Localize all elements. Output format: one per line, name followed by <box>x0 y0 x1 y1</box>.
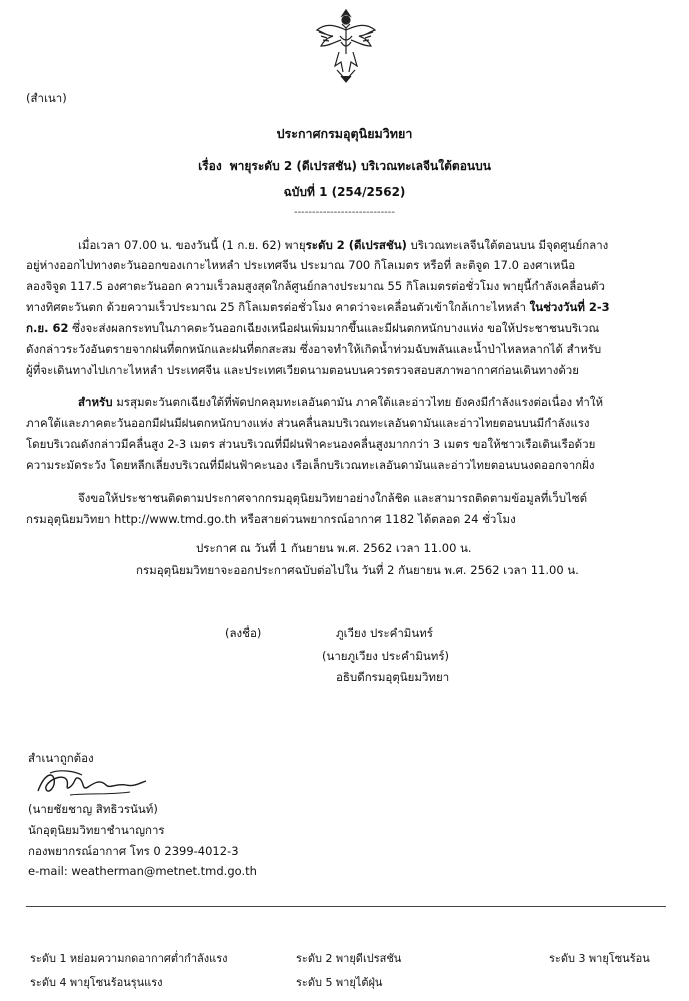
legend-level-3: ระดับ 3 พายุโซนร้อน <box>549 952 650 965</box>
signatory-position: อธิบดีกรมอุตุนิยมวิทยา <box>336 670 450 684</box>
text-run: ภาคใต้และภาคตะวันออกมีฝนมีฝนตกหนักบางแห่ง ส่วนคลื่นลมบริเวณทะเลอันดามันและอ่าวไทยตอนบนมีกำลังแรง <box>26 416 590 430</box>
legend-level-2: ระดับ 2 พายุดีเปรสชัน <box>296 952 402 965</box>
text-run-bold: ระดับ 2 (ดีเปรสชัน) <box>305 238 407 252</box>
paragraph-line <box>26 236 656 256</box>
signed-label: (ลงชื่อ) <box>225 626 262 640</box>
text-run: ทางทิศตะวันตก ด้วยความเร็วประมาณ 25 กิโลเมตรต่อชั่วโมง คาดว่าจะเคลื่อนตัวเข้าใกล้เกาะไหหลำ <box>26 300 530 314</box>
text-run: ดังกล่าวระวังอันตรายจากฝนที่ตกหนักและฝนที่ตกสะสม ซึ่งอาจทำให้เกิดน้ำท่วมฉับพลันและน้ำป่าไหลหลากได้ สำหรับ <box>26 342 602 356</box>
legend-level-1: ระดับ 1 หย่อมความกดอากาศต่ำกำลังแรง <box>30 952 228 965</box>
paragraph-line <box>26 340 656 360</box>
announce-date: ประกาศ ณ วันที่ 1 กันยายน พ.ศ. 2562 เวลา 11.00 น. <box>196 541 472 555</box>
text-run-bold: สำหรับ <box>78 395 113 409</box>
document-subject <box>0 157 689 176</box>
certifier-name: (นายชัยชาญ สิทธิวรนันท์) <box>28 802 158 816</box>
legend-level-5: ระดับ 5 พายุไต้ฝุ่น <box>296 976 383 989</box>
text-run: จึงขอให้ประชาชนติดตามประกาศจากกรมอุตุนิยมวิทยาอย่างใกล้ชิด และสามารถติดตามข้อมูลที่เว็บไซต์ <box>78 491 588 505</box>
paragraph-line <box>26 414 656 434</box>
paragraph-line <box>26 489 656 509</box>
paragraph-line <box>26 298 656 318</box>
signatory-name: ภูเวียง ประคำมินทร์ <box>336 626 433 640</box>
certifier-email: e-mail: weatherman@metnet.tmd.go.th <box>28 864 257 878</box>
garuda-emblem-icon <box>315 6 377 84</box>
paragraph-line <box>26 361 656 381</box>
copy-label: (สำเนา) <box>26 91 67 105</box>
paragraph-line <box>26 510 656 530</box>
subject-label: เรื่อง <box>198 159 222 173</box>
document-title: ประกาศกรมอุตุนิยมวิทยา <box>276 126 413 141</box>
handwritten-signature <box>30 765 150 801</box>
signatory-full-name: (นายภูเวียง ประคำมินทร์) <box>322 649 450 663</box>
text-run: โดยบริเวณดังกล่าวมีคลื่นสูง 2-3 เมตร ส่วนบริเวณที่มีฝนฟ้าคะนองคลื่นสูงมากกว่า 3 เมตร ขอให้ชาวเรือเดินเรือด้วย <box>26 437 596 451</box>
text-run-bold: ในช่วงวันที่ 2-3 <box>529 300 610 314</box>
text-run: ลองจิจูด 117.5 องศาตะวันออก ความเร็วลมสูงสุดใกล้ศูนย์กลางประมาณ 55 กิโลเมตรต่อชั่วโมง พายุนี้กำลังเคลื่อนตัว <box>26 279 605 293</box>
separator-line: ---------------------------- <box>293 207 396 218</box>
subject-text: พายุระดับ 2 (ดีเปรสชัน) บริเวณทะเลจีนใต้ตอนบน <box>229 159 491 173</box>
text-run: มรสุมตะวันตกเฉียงใต้ที่พัดปกคลุมทะเลอันดามัน ภาคใต้และอ่าวไทย ยังคงมีกำลังแรงต่อเนื่อง ทำให้ <box>112 395 604 409</box>
text-run: ซึ่งจะส่งผลกระทบในภาคตะวันออกเฉียงเหนือฝนเพิ่มมากขึ้นและมีฝนตกหนักบางแห่ง ขอให้ประชาชนบริเวณ <box>68 321 600 335</box>
text-run-bold: ก.ย. 62 <box>26 321 69 335</box>
certifier-position: นักอุตุนิยมวิทยาชำนาญการ <box>28 823 165 837</box>
issue-number: ฉบับที่ 1 (254/2562) <box>283 185 406 199</box>
next-issue-notice: กรมอุตุนิยมวิทยาจะออกประกาศฉบับต่อไปใน วันที่ 2 กันยายน พ.ศ. 2562 เวลา 11.00 น. <box>136 563 579 577</box>
paragraph-line <box>26 319 656 339</box>
text-run: กรมอุตุนิยมวิทยา http://www.tmd.go.th หรือสายด่วนพยากรณ์อากาศ 1182 ได้ตลอด 24 ชั่วโมง <box>26 512 516 526</box>
text-run: ความระมัดระวัง โดยหลีกเลี่ยงบริเวณที่มีฝนฟ้าคะนอง เรือเล็กบริเวณทะเลอันดามันและอ่าวไทยตอนบนงดออกจากฝั่ง <box>26 458 595 472</box>
certifier-department-phone: กองพยากรณ์อากาศ โทร 0 2399-4012-3 <box>28 844 239 858</box>
legend-level-4: ระดับ 4 พายุโซนร้อนรุนแรง <box>30 976 163 989</box>
paragraph-line <box>26 456 656 476</box>
paragraph-line <box>26 435 656 455</box>
paragraph-line <box>26 277 656 297</box>
paragraph-line <box>26 256 656 276</box>
footer-divider <box>26 906 666 907</box>
certified-label: สำเนาถูกต้อง <box>28 751 94 765</box>
text-run: อยู่ห่างออกไปทางตะวันออกของเกาะไหหลำ ประเทศจีน ประมาณ 700 กิโลเมตร หรือที่ ละติจูด 17.0 องศาเหนือ <box>26 258 576 272</box>
text-run: บริเวณทะเลจีนใต้ตอนบน มีจุดศูนย์กลาง <box>406 238 609 252</box>
paragraph-line <box>26 393 656 413</box>
text-run: ผู้ที่จะเดินทางไปเกาะไหหลำ ประเทศจีน และประเทศเวียดนามตอนบนควรตรวจสอบสภาพอากาศก่อนเดินทางด้วย <box>26 363 579 377</box>
text-run: เมื่อเวลา 07.00 น. ของวันนี้ (1 ก.ย. 62) พายุ <box>78 238 306 252</box>
